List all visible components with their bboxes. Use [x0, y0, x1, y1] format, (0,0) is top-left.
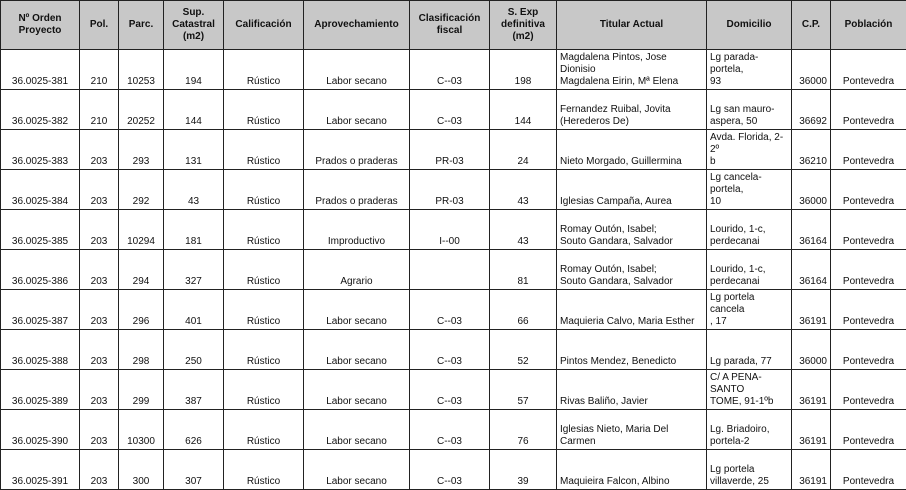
- table-row: [1, 250, 906, 290]
- cell-titular: Maquieria Calvo, Maria Esther: [557, 290, 707, 330]
- cell-sup-catastral: 401: [164, 290, 224, 330]
- cell-orden: 36.0025-389: [1, 370, 80, 410]
- column-header-titular: Titular Actual: [557, 1, 707, 50]
- cell-orden: 36.0025-386: [1, 250, 80, 290]
- cell-poblacion: Pontevedra: [831, 410, 906, 450]
- column-header-cp: C.P.: [792, 1, 831, 50]
- table-row: [1, 50, 906, 90]
- cell-sup-catastral: 144: [164, 90, 224, 130]
- cell-clasificacion-fiscal: PR-03: [410, 170, 490, 210]
- cell-cp: 36191: [792, 370, 831, 410]
- cell-clasificacion-fiscal: [410, 250, 490, 290]
- cell-cp: 36191: [792, 450, 831, 490]
- cell-pol: 203: [80, 250, 119, 290]
- cell-titular: Iglesias Campaña, Aurea: [557, 170, 707, 210]
- column-header-calificacion: Calificación: [224, 1, 304, 50]
- cell-pol: 203: [80, 450, 119, 490]
- cell-orden: 36.0025-390: [1, 410, 80, 450]
- column-header-aprovechamiento: Aprovechamiento: [304, 1, 410, 50]
- cell-orden: 36.0025-382: [1, 90, 80, 130]
- cell-titular: Magdalena Pintos, Jose Dionisio Magdalena Eirin, Mª Elena: [557, 50, 707, 90]
- cell-pol: 210: [80, 90, 119, 130]
- cell-parc: 10300: [119, 410, 164, 450]
- cell-s-exp: 43: [490, 210, 557, 250]
- cell-titular: Rivas Baliño, Javier: [557, 370, 707, 410]
- cell-aprovechamiento: Prados o praderas: [304, 170, 410, 210]
- cell-orden: 36.0025-387: [1, 290, 80, 330]
- cell-orden: 36.0025-384: [1, 170, 80, 210]
- cell-sup-catastral: 250: [164, 330, 224, 370]
- cell-orden: 36.0025-391: [1, 450, 80, 490]
- cell-calificacion: Rústico: [224, 290, 304, 330]
- cell-titular: Pintos Mendez, Benedicto: [557, 330, 707, 370]
- table-row: [1, 90, 906, 130]
- cell-s-exp: 81: [490, 250, 557, 290]
- cell-aprovechamiento: Agrario: [304, 250, 410, 290]
- cell-parc: 20252: [119, 90, 164, 130]
- cell-cp: 36164: [792, 250, 831, 290]
- cell-pol: 203: [80, 370, 119, 410]
- cell-calificacion: Rústico: [224, 50, 304, 90]
- column-header-parc: Parc.: [119, 1, 164, 50]
- cell-domicilio: Lg san mauro- aspera, 50: [707, 90, 792, 130]
- cell-domicilio: Lg cancela-portela, 10: [707, 170, 792, 210]
- cell-poblacion: Pontevedra: [831, 50, 906, 90]
- cell-s-exp: 198: [490, 50, 557, 90]
- cell-sup-catastral: 43: [164, 170, 224, 210]
- cell-clasificacion-fiscal: C--03: [410, 90, 490, 130]
- cell-sup-catastral: 387: [164, 370, 224, 410]
- cell-s-exp: 39: [490, 450, 557, 490]
- cell-calificacion: Rústico: [224, 410, 304, 450]
- cell-sup-catastral: 307: [164, 450, 224, 490]
- cell-cp: 36000: [792, 170, 831, 210]
- cell-aprovechamiento: Labor secano: [304, 90, 410, 130]
- cell-domicilio: Lg. Briadoiro, portela-2: [707, 410, 792, 450]
- cell-cp: 36191: [792, 410, 831, 450]
- cell-orden: 36.0025-381: [1, 50, 80, 90]
- cell-calificacion: Rústico: [224, 90, 304, 130]
- cell-cp: 36000: [792, 330, 831, 370]
- cell-sup-catastral: 626: [164, 410, 224, 450]
- cell-sup-catastral: 181: [164, 210, 224, 250]
- cell-calificacion: Rústico: [224, 330, 304, 370]
- cell-cp: 36000: [792, 50, 831, 90]
- cell-aprovechamiento: Labor secano: [304, 450, 410, 490]
- cell-s-exp: 43: [490, 170, 557, 210]
- cell-titular: Nieto Morgado, Guillermina: [557, 130, 707, 170]
- cell-calificacion: Rústico: [224, 450, 304, 490]
- header-row: [1, 1, 906, 50]
- cell-pol: 203: [80, 410, 119, 450]
- cell-pol: 210: [80, 50, 119, 90]
- cell-orden: 36.0025-383: [1, 130, 80, 170]
- cell-cp: 36692: [792, 90, 831, 130]
- cell-aprovechamiento: Improductivo: [304, 210, 410, 250]
- cell-aprovechamiento: Labor secano: [304, 410, 410, 450]
- cell-calificacion: Rústico: [224, 250, 304, 290]
- cell-parc: 292: [119, 170, 164, 210]
- table-row: [1, 330, 906, 370]
- column-header-pol: Pol.: [80, 1, 119, 50]
- table-row: [1, 210, 906, 250]
- cell-s-exp: 52: [490, 330, 557, 370]
- cell-calificacion: Rústico: [224, 370, 304, 410]
- table-row: [1, 130, 906, 170]
- cell-domicilio: C/ A PENA-SANTO TOME, 91-1ºb: [707, 370, 792, 410]
- cell-s-exp: 57: [490, 370, 557, 410]
- cell-pol: 203: [80, 130, 119, 170]
- cell-sup-catastral: 131: [164, 130, 224, 170]
- cell-parc: 298: [119, 330, 164, 370]
- cell-cp: 36210: [792, 130, 831, 170]
- cell-clasificacion-fiscal: I--00: [410, 210, 490, 250]
- cell-poblacion: Pontevedra: [831, 210, 906, 250]
- cell-titular: Romay Outón, Isabel; Souto Gandara, Salvador: [557, 250, 707, 290]
- cell-domicilio: Lg portela villaverde, 25: [707, 450, 792, 490]
- cell-calificacion: Rústico: [224, 170, 304, 210]
- column-header-orden: Nº Orden Proyecto: [1, 1, 80, 50]
- cell-domicilio: Lourido, 1-c, perdecanai: [707, 210, 792, 250]
- cell-domicilio: Avda. Florida, 2-2º b: [707, 130, 792, 170]
- cell-domicilio: Lourido, 1-c, perdecanai: [707, 250, 792, 290]
- cell-aprovechamiento: Labor secano: [304, 330, 410, 370]
- cell-cp: 36191: [792, 290, 831, 330]
- cell-clasificacion-fiscal: C--03: [410, 450, 490, 490]
- cell-orden: 36.0025-385: [1, 210, 80, 250]
- cell-aprovechamiento: Labor secano: [304, 50, 410, 90]
- cell-s-exp: 76: [490, 410, 557, 450]
- cell-domicilio: Lg parada-portela, 93: [707, 50, 792, 90]
- cell-poblacion: Pontevedra: [831, 290, 906, 330]
- cell-titular: Fernandez Ruibal, Jovita (Herederos De): [557, 90, 707, 130]
- cell-s-exp: 66: [490, 290, 557, 330]
- cell-aprovechamiento: Labor secano: [304, 370, 410, 410]
- cell-poblacion: Pontevedra: [831, 90, 906, 130]
- cell-poblacion: Pontevedra: [831, 170, 906, 210]
- cell-pol: 203: [80, 170, 119, 210]
- column-header-sup-catastral: Sup. Catastral (m2): [164, 1, 224, 50]
- cell-domicilio: Lg parada, 77: [707, 330, 792, 370]
- cell-s-exp: 144: [490, 90, 557, 130]
- cell-clasificacion-fiscal: C--03: [410, 50, 490, 90]
- cell-aprovechamiento: Prados o praderas: [304, 130, 410, 170]
- cell-poblacion: Pontevedra: [831, 130, 906, 170]
- table-row: [1, 450, 906, 490]
- cell-poblacion: Pontevedra: [831, 450, 906, 490]
- cell-clasificacion-fiscal: C--03: [410, 410, 490, 450]
- table-row: [1, 370, 906, 410]
- column-header-clasificacion-fiscal: Clasificación fiscal: [410, 1, 490, 50]
- cell-pol: 203: [80, 290, 119, 330]
- cell-aprovechamiento: Labor secano: [304, 290, 410, 330]
- cell-parc: 299: [119, 370, 164, 410]
- cell-orden: 36.0025-388: [1, 330, 80, 370]
- cell-poblacion: Pontevedra: [831, 250, 906, 290]
- cell-clasificacion-fiscal: PR-03: [410, 130, 490, 170]
- cell-sup-catastral: 194: [164, 50, 224, 90]
- cell-s-exp: 24: [490, 130, 557, 170]
- cell-poblacion: Pontevedra: [831, 330, 906, 370]
- cell-cp: 36164: [792, 210, 831, 250]
- table-row: [1, 290, 906, 330]
- cell-clasificacion-fiscal: C--03: [410, 330, 490, 370]
- cell-parc: 294: [119, 250, 164, 290]
- column-header-s-exp: S. Exp definitiva (m2): [490, 1, 557, 50]
- cell-clasificacion-fiscal: C--03: [410, 290, 490, 330]
- cell-titular: Romay Outón, Isabel; Souto Gandara, Salvador: [557, 210, 707, 250]
- cell-sup-catastral: 327: [164, 250, 224, 290]
- cell-parc: 300: [119, 450, 164, 490]
- cell-parc: 296: [119, 290, 164, 330]
- cell-clasificacion-fiscal: C--03: [410, 370, 490, 410]
- cell-pol: 203: [80, 330, 119, 370]
- column-header-poblacion: Población: [831, 1, 906, 50]
- cell-parc: 293: [119, 130, 164, 170]
- cell-poblacion: Pontevedra: [831, 370, 906, 410]
- cell-domicilio: Lg portela cancela , 17: [707, 290, 792, 330]
- table-row: [1, 410, 906, 450]
- cell-titular: Iglesias Nieto, Maria Del Carmen: [557, 410, 707, 450]
- cell-parc: 10294: [119, 210, 164, 250]
- cell-calificacion: Rústico: [224, 130, 304, 170]
- cell-parc: 10253: [119, 50, 164, 90]
- cell-calificacion: Rústico: [224, 210, 304, 250]
- cell-titular: Maquieira Falcon, Albino: [557, 450, 707, 490]
- cell-pol: 203: [80, 210, 119, 250]
- table-row: [1, 170, 906, 210]
- column-header-domicilio: Domicilio: [707, 1, 792, 50]
